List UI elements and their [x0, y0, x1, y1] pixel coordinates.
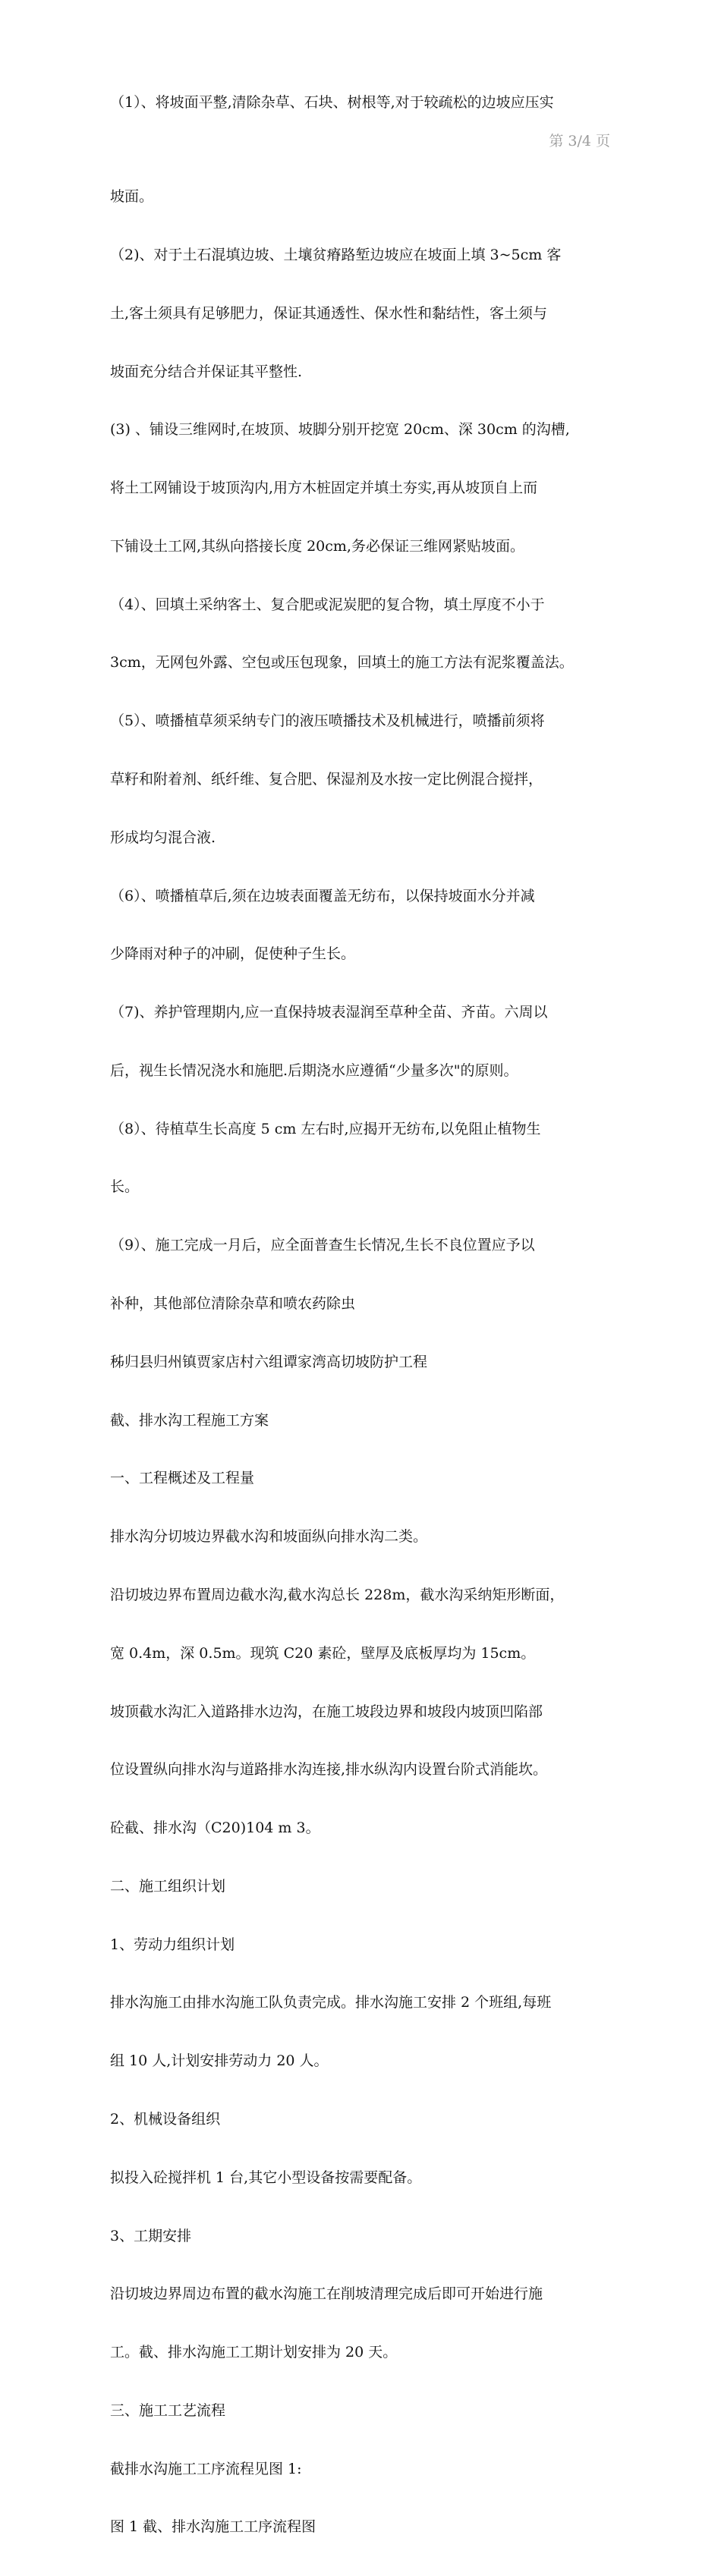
text-line: （5）、喷播植草须采纳专门的液压喷播技术及机械进行，喷播前须将 — [110, 712, 545, 730]
text-line: 后，视生长情况浇水和施肥.后期浇水应遵循“少量多次"的原则。 — [110, 1062, 518, 1079]
text-line: 草籽和附着剂、纸纤维、复合肥、保湿剂及水按一定比例混合搅拌， — [110, 771, 543, 788]
text-line: 排水沟施工由排水沟施工队负责完成。排水沟施工安排 2 个班组,每班 — [110, 1994, 552, 2011]
text-line: 形成均匀混合液. — [110, 829, 216, 846]
text-line: （8）、待植草生长高度 5 cm 左右时,应揭开无纺布,以免阻止植物生 — [110, 1120, 541, 1137]
text-line: 截、排水沟工程施工方案 — [110, 1411, 269, 1429]
text-line: 1、劳动力组织计划 — [110, 1936, 235, 1953]
text-line: 3cm，无网包外露、空包或压包现象，回填土的施工方法有泥浆覆盖法。 — [110, 654, 574, 672]
text-line: 工。截、排水沟施工工期计划安排为 20 天。 — [110, 2344, 398, 2361]
text-line: 排水沟分切坡边界截水沟和坡面纵向排水沟二类。 — [110, 1528, 428, 1546]
text-line: 2、机械设备组织 — [110, 2110, 221, 2128]
text-line: 秭归县归州镇贾家店村六组谭家湾高切坡防护工程 — [110, 1353, 428, 1370]
text-line: （2)、对于土石混填边坡、土壤贫瘠路堑边坡应在坡面上填 3~5cm 客 — [110, 246, 562, 263]
text-line: （9）、施工完成一月后，应全面普查生长情况,生长不良位置应予以 — [110, 1237, 535, 1254]
text-line: 坡面充分结合并保证其平整性. — [110, 363, 303, 380]
text-line: 沿切坡边界布置周边截水沟,截水沟总长 228m，截水沟采纳矩形断面， — [110, 1586, 565, 1603]
body-text — [110, 149, 626, 2576]
text-line: （6）、喷播植草后,须在边坡表面覆盖无纺布，以保持坡面水分并减 — [110, 887, 535, 904]
text-line: 3、工期安排 — [110, 2227, 192, 2244]
text-line: 坡面。 — [110, 188, 154, 206]
text-line: 一、工程概述及工程量 — [110, 1470, 255, 1487]
text-line: 三、施工工艺流程 — [110, 2401, 226, 2419]
text-line: （4）、回填土采纳客土、复合肥或泥炭肥的复合物，填土厚度不小于 — [110, 596, 545, 613]
text-line: （7)、养护管理期内,应一直保持坡表湿润至草种全苗、齐苗。六周以 — [110, 1004, 548, 1021]
text-line: (3) 、铺设三维网时,在坡顶、坡脚分别开挖宽 20cm、深 30cm 的沟槽, — [110, 421, 570, 439]
text-line: 长。 — [110, 1178, 140, 1196]
text-line: 二、施工组织计划 — [110, 1877, 226, 1895]
text-line: 组 10 人,计划安排劳动力 20 人。 — [110, 2052, 329, 2070]
text-line: 宽 0.4m，深 0.5m。现筑 C20 素砼，壁厚及底板厚均为 15cm。 — [110, 1644, 536, 1662]
text-line: 下铺设土工网,其纵向搭接长度 20cm,务必保证三维网紧贴坡面。 — [110, 537, 524, 555]
text-line: 坡顶截水沟汇入道路排水边沟，在施工坡段边界和坡段内坡顶凹陷部 — [110, 1703, 543, 1720]
top-paragraph: （1）、将坡面平整,清除杂草、石块、树根等,对于较疏松的边坡应压实 — [110, 94, 554, 111]
page-number: 第 3/4 页 — [549, 133, 610, 149]
text-line: 砼截、排水沟（C20)104 m 3。 — [110, 1820, 320, 1837]
text-line: 图 1 截、排水沟施工工序流程图 — [110, 2518, 316, 2536]
text-line: 截排水沟施工工序流程见图 1: — [110, 2460, 302, 2477]
text-line: 位设置纵向排水沟与道路排水沟连接,排水纵沟内设置台阶式消能坎。 — [110, 1761, 548, 1779]
text-line: 土,客土须具有足够肥力，保证其通透性、保水性和黏结性，客土须与 — [110, 304, 548, 322]
text-line: 沿切坡边界周边布置的截水沟施工在削坡清理完成后即可开始进行施 — [110, 2285, 543, 2303]
text-line: 拟投入砼搅拌机 1 台,其它小型设备按需要配备。 — [110, 2169, 422, 2186]
text-line: 补种，其他部位清除杂草和喷农药除虫 — [110, 1295, 356, 1313]
text-line: 将土工网铺设于坡顶沟内,用方木桩固定并填土夯实,再从坡顶自上而 — [110, 480, 538, 497]
text-line: 少降雨对种子的冲刷，促使种子生长。 — [110, 945, 356, 963]
